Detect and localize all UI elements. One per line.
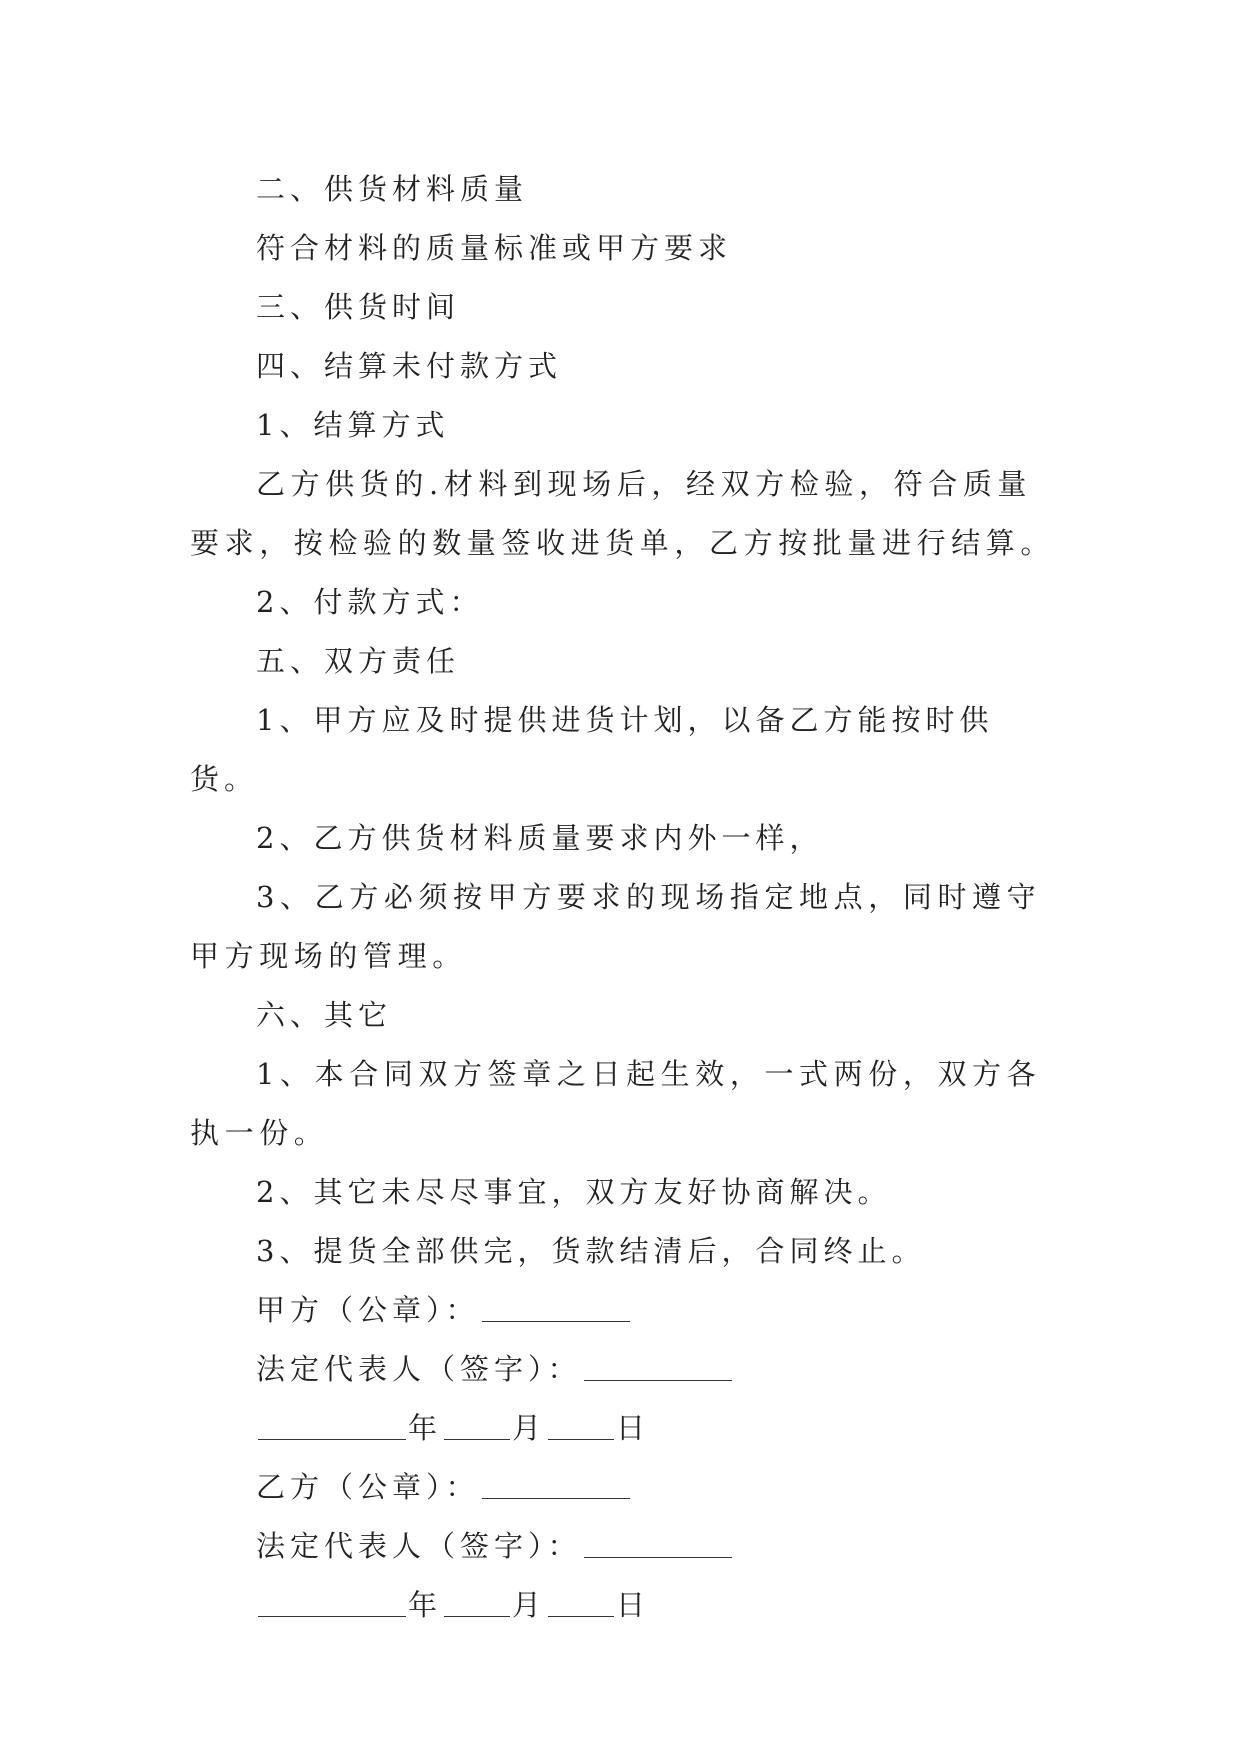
party-a-seal-label: 甲方（公章）： <box>256 1293 480 1327</box>
party-a-rep-label: 法定代表人（签字）： <box>256 1352 582 1386</box>
section-text: 乙方供货的.材料到现场后，经双方检验，符合质量要求，按检验的数量签收进货单，乙方按批量进行结算。 <box>190 467 1056 560</box>
clause: 1、本合同双方签章之日起生效，一式两份，双方各执一份。 <box>190 1057 1042 1150</box>
section-text: 符合材料的质量标准或甲方要求 <box>256 231 733 265</box>
party-a-rep-blank <box>584 1358 732 1381</box>
party-b-date-line <box>190 1576 1060 1635</box>
subsection-title: 2、付款方式： <box>256 585 484 619</box>
year-label: 年 <box>408 1411 443 1445</box>
month-blank <box>444 1417 510 1440</box>
party-b-seal-label: 乙方（公章）： <box>256 1470 480 1504</box>
party-a-seal-blank <box>482 1299 630 1322</box>
section-title: 三、供货时间 <box>256 290 461 324</box>
day-blank <box>548 1594 614 1617</box>
party-b-rep-line <box>190 1517 1060 1576</box>
clause: 2、其它未尽尽事宜，双方友好协商解决。 <box>256 1175 892 1209</box>
day-label: 日 <box>616 1588 651 1622</box>
party-a-seal-line <box>190 1281 1060 1340</box>
contract-body <box>190 160 1060 1635</box>
section-title: 六、其它 <box>256 998 393 1032</box>
party-a-date-line <box>190 1399 1060 1458</box>
party-b-rep-blank <box>584 1535 732 1558</box>
day-blank <box>548 1417 614 1440</box>
section-title: 二、供货材料质量 <box>256 172 529 206</box>
month-label: 月 <box>512 1588 547 1622</box>
clause: 2、乙方供货材料质量要求内外一样， <box>256 821 824 855</box>
year-label: 年 <box>408 1588 443 1622</box>
month-blank <box>444 1594 510 1617</box>
party-b-seal-line <box>190 1458 1060 1517</box>
party-b-seal-blank <box>482 1476 630 1499</box>
subsection-title: 1、结算方式 <box>256 408 450 442</box>
year-blank <box>258 1594 406 1617</box>
clause: 3、乙方必须按甲方要求的现场指定地点，同时遵守甲方现场的管理。 <box>190 880 1042 973</box>
section-title: 五、双方责任 <box>256 644 461 678</box>
clause: 1、甲方应及时提供进货计划，以备乙方能按时供货。 <box>190 703 994 796</box>
day-label: 日 <box>616 1411 651 1445</box>
party-b-rep-label: 法定代表人（签字）： <box>256 1529 582 1563</box>
clause: 3、提货全部供完，货款结清后，合同终止。 <box>256 1234 926 1268</box>
party-a-rep-line <box>190 1340 1060 1399</box>
year-blank <box>258 1417 406 1440</box>
month-label: 月 <box>512 1411 547 1445</box>
section-title: 四、结算未付款方式 <box>256 349 563 383</box>
